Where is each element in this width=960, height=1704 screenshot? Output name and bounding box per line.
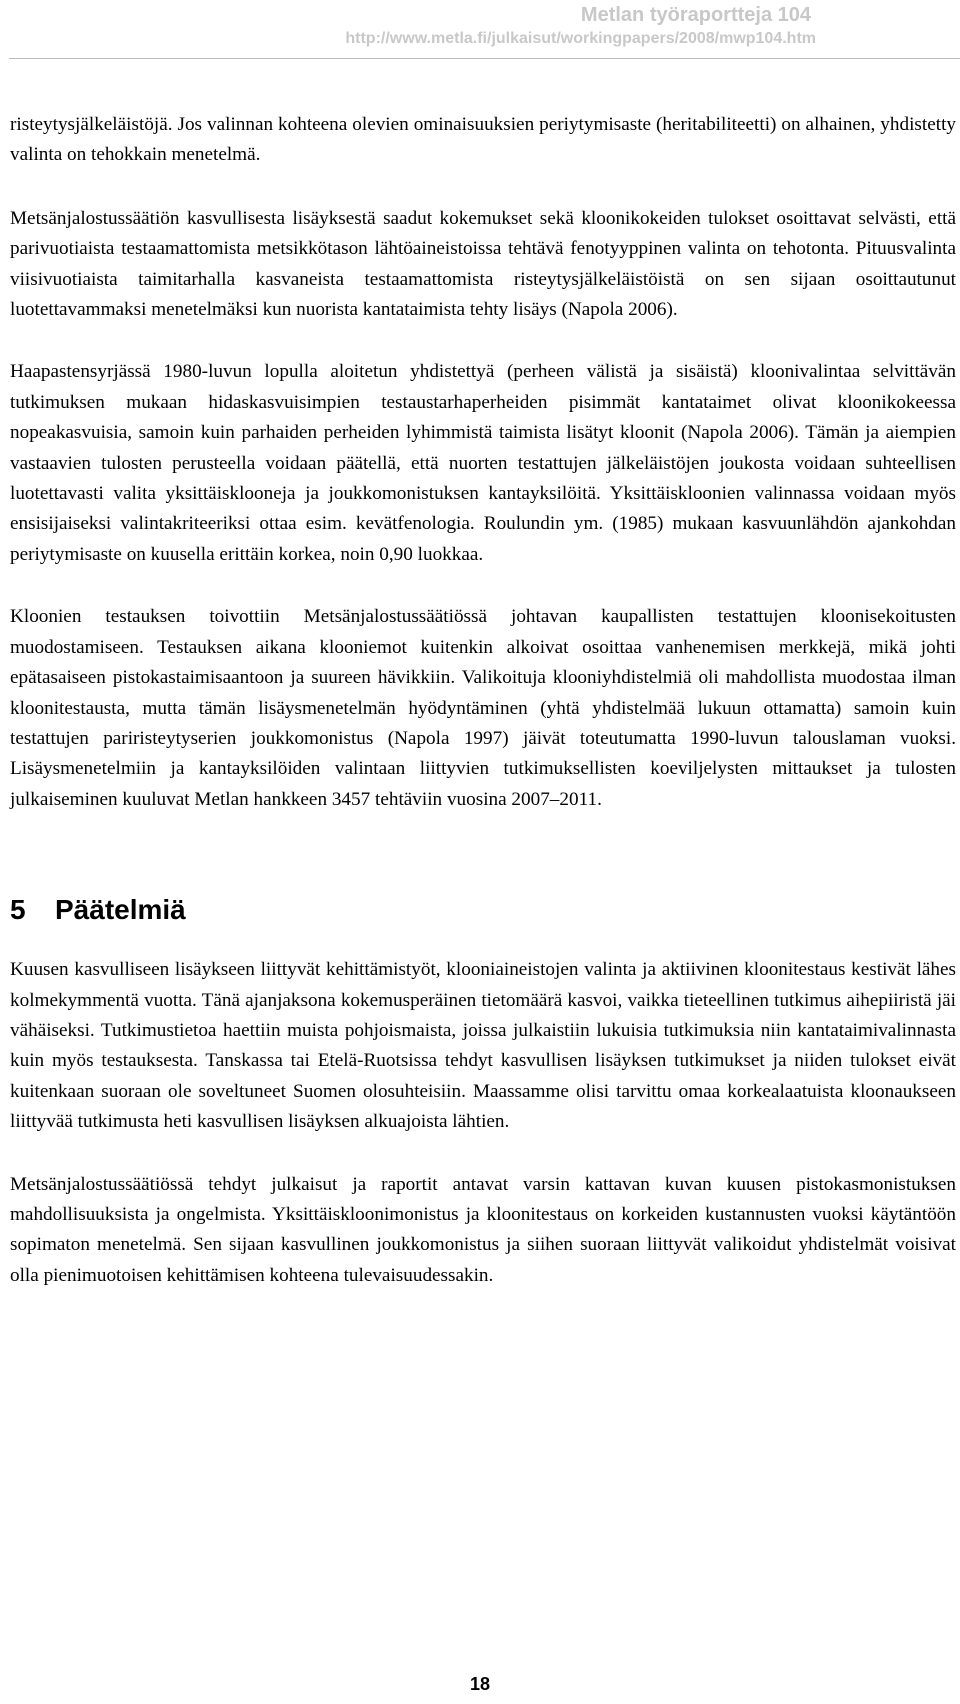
paragraph: Metsänjalostussäätiössä tehdyt julkaisut ja raportit antavat varsin kattavan kuvan kuusen pistokasmonistuksen mahdollisuuksista ja ongelmista. Yksittäiskloonimonistus ja kloonitestaus on korkeiden kustannusten vuoksi käytäntöön sopimaton menetelmä. Sen sijaan kasvullinen joukkomonistus ja siihen suoraan liittyvät valikoidut yhdistelmät voisivat olla pienimuotoisen kehittämisen kohteena tulevaisuudessakin. (10, 1173, 956, 1286)
series-title: Metlan työraportteja 104 (580, 4, 811, 26)
paragraph: Kuusen kasvulliseen lisäykseen liittyvät kehittämistyöt, klooniaineistojen valinta ja aktiivinen kloonitestaus kestivät lähes kolmekymmentä vuotta. Tänä ajanjaksona kokemusperäinen tietomäärä kasvoi, vaikka tieteellinen tutkimus aihepiiristä jäi vähäiseksi. Tutkimustietoa haettiin muista pohjoismaista, joissa julkaistiin lukuisia tutkimuksia niin kantataimivalinnasta kuin myös testauksesta. Tanskassa tai Etelä-Ruotsissa tehdyt kasvullisen lisäyksen tutkimukset ja niiden tulokset eivät kuitenkaan suoraan ole soveltuneet Suomen olosuhteisiin. Maassamme olisi tarvittu omaa korkealaatuista kloonaukseen liittyvää tutkimusta heti kasvullisen lisäyksen alkuajoista lähtien. (10, 959, 956, 1133)
section-heading (10, 893, 956, 927)
body-text (10, 110, 956, 1323)
paragraph: Metsänjalostussäätiön kasvullisesta lisäyksestä saadut kokemukset sekä kloonikokeiden tulokset osoittavat selvästi, että parivuotiaista testaamattomista metsikkötason lähtöaineistoissa tehtävä fenotyyppinen valinta on tehotonta. Pituusvalinta viisivuotiaista taimitarhalla kasvaneista testaamattomista risteytysjälkeläistöistä on sen sijaan osoittautunut luotettavammaksi menetelmäksi kun nuorista kantataimista tehty lisäys (Napola 2006). (10, 207, 956, 321)
paragraph: Haapastensyrjässä 1980-luvun lopulla aloitetun yhdistettyä (perheen välistä ja sisäistä) kloonivalintaa selvittävän tutkimuksen mukaan hidaskasvuisimpien testaustarhaperheiden pisimmät kantataimet olivat kloonikokeessa nopeakasvuisia, samoin kuin parhaiden perheiden lyhimmistä taimista lisätyt kloonit (Napola 2006). Tämän ja aiempien vastaavien tulosten perusteella voidaan päätellä, että nuorten testattujen jälkeläistöjen joukosta voidaan suhteellisen luotettavasti valita yksittäisklooneja ja joukkomonistuksen kantayksilöitä. Yksittäiskloonien valinnassa voidaan myös ensisijaiseksi valintakriteeriksi ottaa esim. kevätfenologia. Roulundin ym. (1985) mukaan kasvuunlähdön ajankohdan periytymisaste on kuusella erittäin korkea, noin 0,90 luokkaa. (10, 361, 956, 565)
section-title: Päätelmiä (55, 894, 186, 926)
section-number: 5 (10, 894, 26, 926)
publication-url[interactable]: http://www.metla.fi/julkaisut/workingpapers/2008/mwp104.htm (345, 30, 816, 47)
page-number: 18 (469, 1674, 491, 1694)
running-header (0, 2, 816, 50)
header-divider (9, 58, 960, 59)
paragraph: Kloonien testauksen toivottiin Metsänjalostussäätiössä johtavan kaupallisten testattujen kloonisekoitusten muodostamiseen. Testauksen aikana klooniemot kuitenkin alkoivat osoittaa vanhenemisen merkkejä, mikä johti epätasaiseen pistokastaimisaantoon ja suureen hävikkiin. Valikoituja klooniyhdistelmiä oli mahdollista muodostaa ilman kloonitestausta, mutta tämän lisäysmenetelmän hyödyntäminen (yhtä yhdistelmää lukuun ottamatta) samoin kuin testattujen pariristeytyserien joukkomonistus (Napola 1997) jäivät toteutumatta 1990-luvun talouslaman vuoksi. Lisäysmenetelmiin ja kantayksilöiden valintaan liittyvien tutkimuksellisten koeviljelysten mittaukset ja tulosten julkaiseminen kuuluvat Metlan hankkeen 3457 tehtäviin vuosina 2007–2011. (10, 606, 956, 810)
paragraph-continued: risteytysjälkeläistöjä. Jos valinnan kohteena olevien ominaisuuksien periytymisaste (heritabiliteetti) on alhainen, yhdistetty valinta on tehokkain menetelmä. (10, 114, 956, 166)
